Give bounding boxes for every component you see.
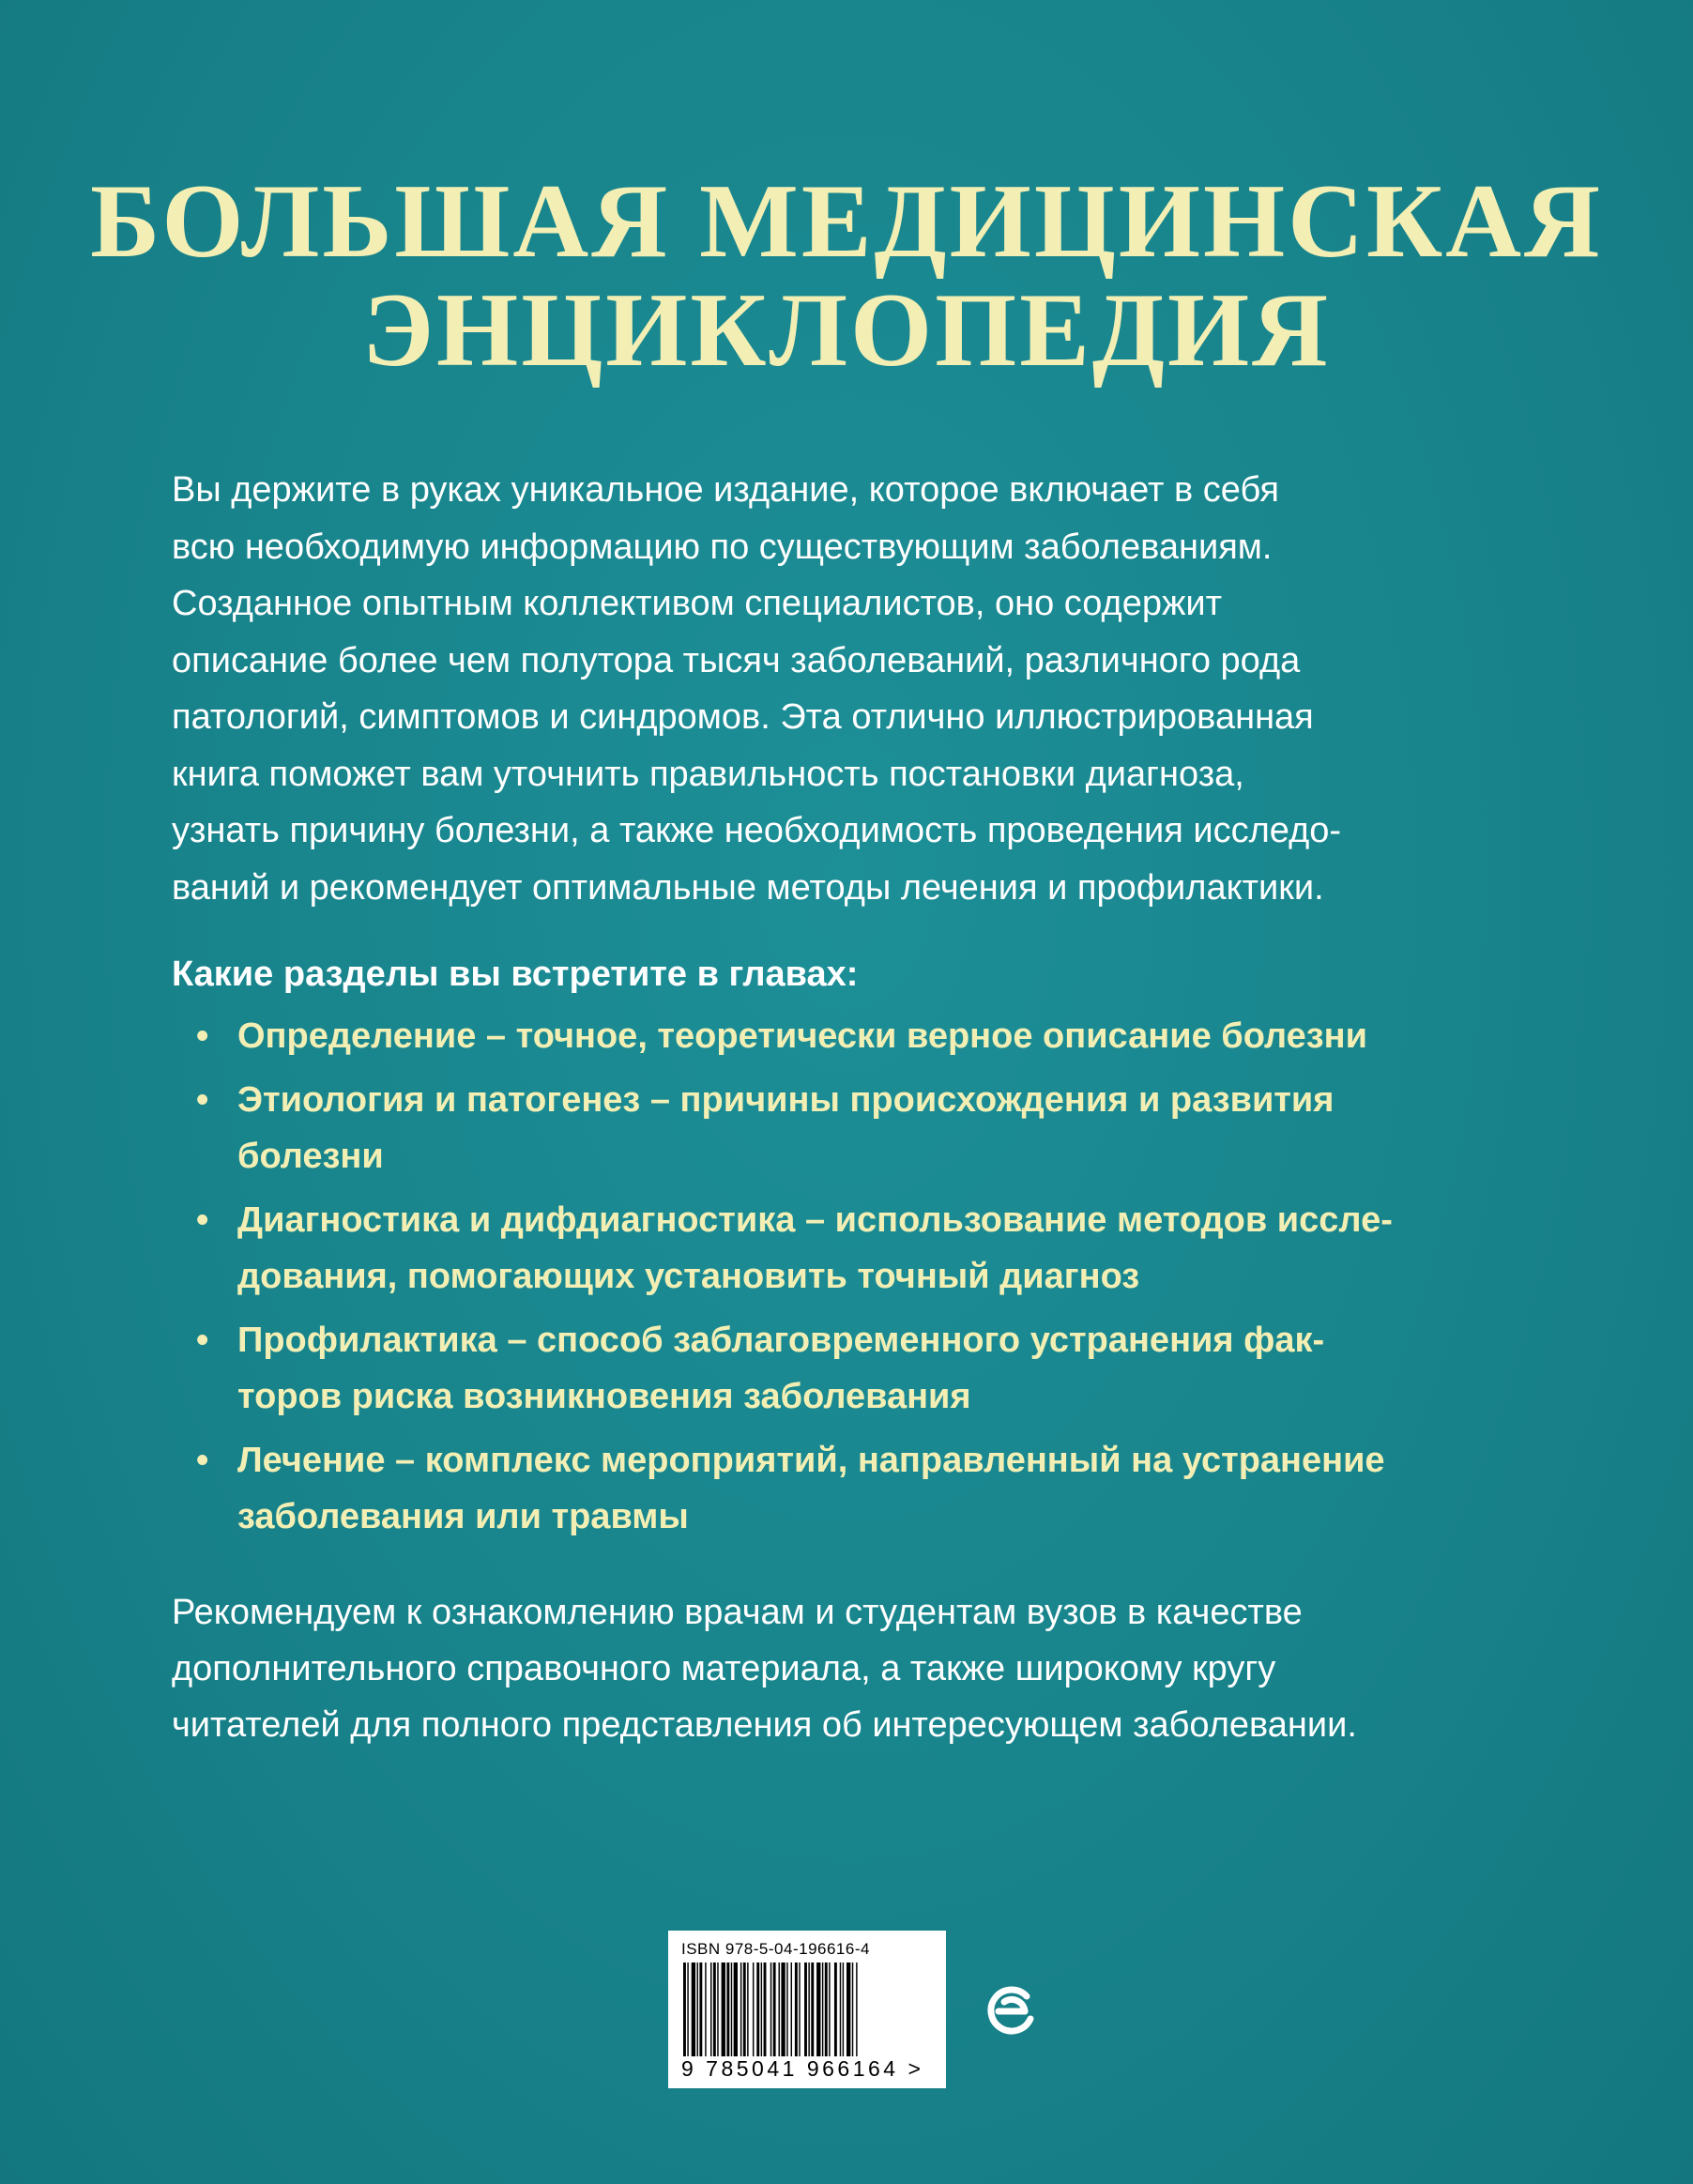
barcode-bar (846, 1963, 850, 2056)
barcode-bar (825, 1963, 828, 2056)
list-item (172, 1008, 1523, 1064)
outro-paragraph: Рекомендуем к ознакомлению врачам и студентам вузов в качестве дополнительного справочного материала, а также широкому кругу читателей для полного представления об интересующем заболевании. (172, 1593, 1357, 1745)
book-title-line-1: БОЛЬШАЯ МЕДИЦИНСКАЯ (90, 163, 1603, 280)
barcode-bar (773, 1963, 776, 2056)
barcode-bar (756, 1963, 759, 2056)
barcode-bar (713, 1963, 716, 2056)
barcode-bar (840, 1963, 841, 2056)
isbn-barcode (668, 1931, 946, 2088)
barcode-bar (692, 1963, 695, 2056)
barcode-bar (808, 1963, 809, 2056)
list-item-text: Диагностика и дифдиагностика – использование методов иссле- дования, помогающих установить точный диагноз (237, 1200, 1393, 1296)
barcode-bar (856, 1963, 857, 2056)
list-item (172, 1192, 1523, 1305)
intro-paragraph: Вы держите в руках уникальное издание, которое включает в себя всю необходимую информацию по существующим заболеваниям. Созданное опытным коллективом специалистов, оно содержит описание более чем полутора тысяч заболеваний, различного рода патологий, симптомов и синдромов. Эта отлично иллюстрированная книга поможет вам уточнить правильность постановки диагноза, узнать причину болезни, а также необходимость проведения исследо- ваний и рекомендует оптимальные методы лечения и профилактики. (172, 470, 1342, 908)
barcode-bar (852, 1963, 853, 2056)
barcode-bar (747, 1963, 748, 2056)
list-item (172, 1312, 1523, 1425)
barcode-bar (705, 1963, 706, 2056)
barcode-bar (834, 1963, 837, 2056)
barcode-bar (786, 1963, 787, 2056)
barcode-bar (804, 1963, 807, 2056)
list-item-text: Этиология и патогенез – причины происхождения и развития болезни (237, 1080, 1335, 1176)
barcode-bar (811, 1963, 814, 2056)
isbn-label: ISBN 978-5-04-196616-4 (681, 1940, 870, 1958)
list-item-text: Лечение – комплекс мероприятий, направленный на устранение заболевания или травмы (237, 1441, 1385, 1536)
list-item (172, 1432, 1523, 1545)
barcode-bar (829, 1963, 830, 2056)
barcode-bar (799, 1963, 800, 2056)
sections-list (172, 1008, 1523, 1552)
barcode-bar (791, 1963, 792, 2056)
barcode-bar (761, 1963, 762, 2056)
bullet-icon: • (196, 1200, 209, 1240)
barcode-bar (779, 1963, 780, 2056)
bullet-icon: • (196, 1441, 209, 1480)
list-item (172, 1072, 1523, 1184)
barcode-bar (764, 1963, 767, 2056)
barcode-bar (781, 1963, 785, 2056)
sections-heading: Какие разделы вы встретите в главах: (172, 955, 859, 994)
barcode-bar (743, 1963, 746, 2056)
list-item-text: Профилактика – способ заблаговременного устранения фак- торов риска возникновения заболевания (237, 1321, 1325, 1416)
barcode-bar (697, 1963, 698, 2056)
barcode-bar (722, 1963, 725, 2056)
barcode-digits: 9 785041 966164 > (681, 2056, 924, 2081)
bullet-icon: • (196, 1016, 209, 1056)
barcode-bar (731, 1963, 732, 2056)
barcode-bar (687, 1963, 688, 2056)
list-item-text: Определение – точное, теоретически верное описание болезни (237, 1016, 1367, 1056)
barcode-bar (795, 1963, 798, 2056)
barcode-bar (753, 1963, 754, 2056)
barcode-bar (683, 1963, 686, 2056)
bullet-icon: • (196, 1321, 209, 1360)
barcode-bar (822, 1963, 823, 2056)
eksmo-logo-icon (984, 1983, 1040, 2039)
barcode-bar (717, 1963, 718, 2056)
barcode-bar (726, 1963, 729, 2056)
barcode-bar (699, 1963, 702, 2056)
barcode-bar (740, 1963, 741, 2056)
bullet-icon: • (196, 1080, 209, 1120)
barcode-bar (734, 1963, 738, 2056)
barcode-bars (681, 1963, 933, 2056)
barcode-bar (816, 1963, 820, 2056)
barcode-bar (710, 1963, 711, 2056)
book-title-line-2: ЭНЦИКЛОПЕДИЯ (362, 272, 1331, 389)
barcode-bar (843, 1963, 844, 2056)
barcode-bar (770, 1963, 771, 2056)
